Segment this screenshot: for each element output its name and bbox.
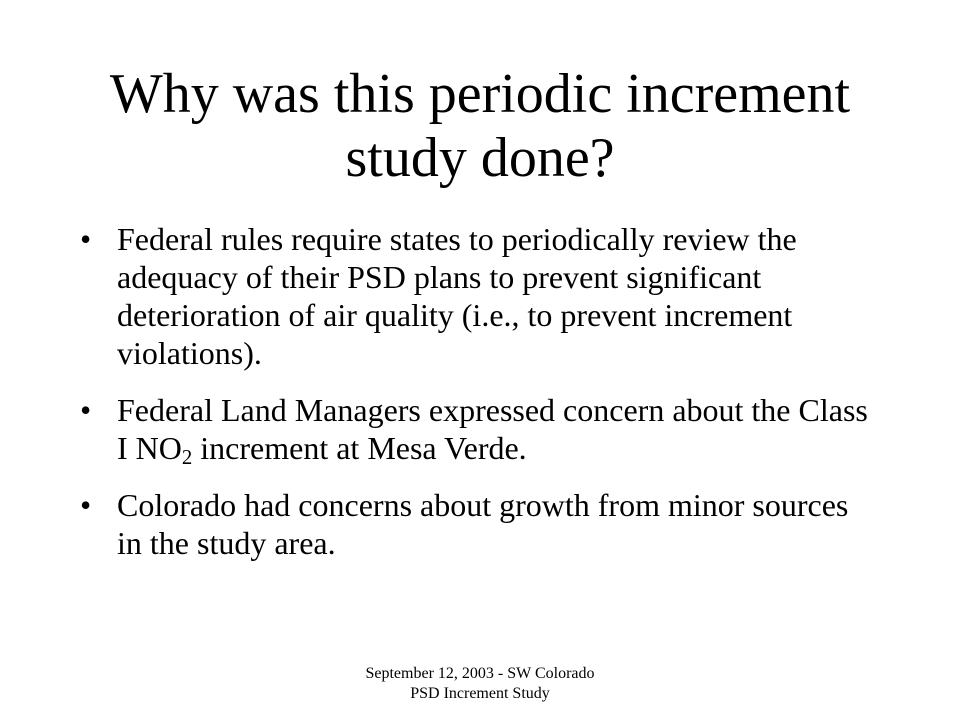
bullet-item-federal-rules <box>80 220 880 372</box>
bullet-text: Colorado had concerns about growth from minor sources in the study area. <box>117 487 849 561</box>
footer-line-date: September 12, 2003 - SW Colorado <box>365 665 595 682</box>
bullet-icon: • <box>80 487 92 523</box>
bullet-item-colorado <box>80 486 880 562</box>
bullet-text-after: increment at Mesa Verde. <box>192 430 527 466</box>
slide-footer <box>280 664 680 704</box>
bullet-list <box>80 220 880 581</box>
slide-title: Why was this periodic increment study done? <box>109 63 851 189</box>
bullet-subscript: 2 <box>181 446 193 470</box>
footer-line-study: PSD Increment Study <box>410 685 550 702</box>
bullet-icon: • <box>80 392 92 428</box>
bullet-text-before: Federal Land Managers expressed concern about the Class I NO <box>117 392 868 466</box>
bullet-item-land-managers <box>80 391 880 470</box>
bullet-text: Federal rules require states to periodically review the adequacy of their PSD plans to prevent significant deterioration of air quality (i.e., to prevent increment violations). <box>117 221 797 371</box>
bullet-icon: • <box>80 221 92 257</box>
